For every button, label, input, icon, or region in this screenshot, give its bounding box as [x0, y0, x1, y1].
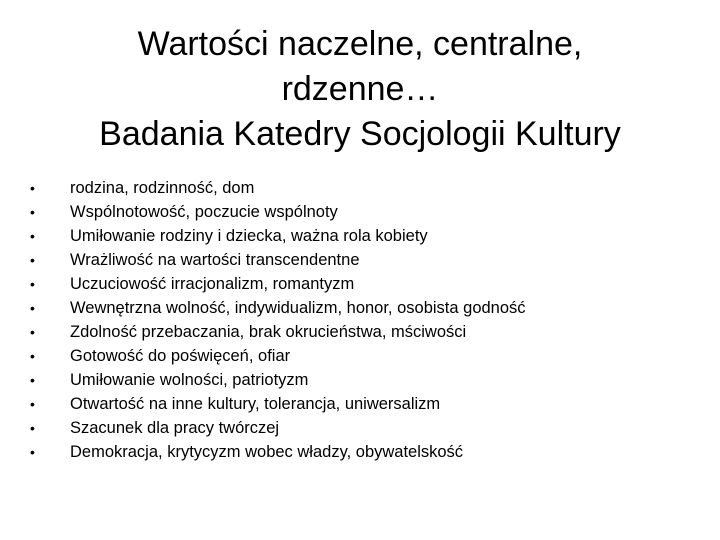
list-item [30, 296, 700, 320]
list-item [30, 320, 700, 344]
title-line-2: rdzenne… [281, 70, 439, 108]
list-item-text: Umiłowanie wolności, patriotyzm [70, 371, 309, 389]
list-item-text: Wspólnotowość, poczucie wspólnoty [70, 203, 338, 221]
list-item-text: Umiłowanie rodziny i dziecka, ważna rola kobiety [70, 227, 428, 245]
list-item [30, 440, 700, 464]
list-item-text: Otwartość na inne kultury, tolerancja, uniwersalizm [70, 395, 441, 413]
list-item [30, 272, 700, 296]
slide-title [36, 22, 684, 157]
list-item-text: rodzina, rodzinność, dom [70, 179, 255, 197]
list-item-text: Zdolność przebaczania, brak okrucieństwa, mściwości [70, 323, 467, 341]
bullet-list [30, 176, 700, 464]
bullet-icon: • [30, 420, 35, 436]
list-item-text: Szacunek dla pracy twórczej [70, 419, 280, 437]
bullet-icon: • [30, 204, 35, 220]
list-item-text: Gotowość do poświęceń, ofiar [70, 347, 291, 365]
title-line-1: Wartości naczelne, centralne, [137, 25, 583, 63]
bullet-icon: • [30, 324, 35, 340]
list-item-text: Demokracja, krytycyzm wobec władzy, obywatelskość [70, 443, 464, 461]
list-item [30, 392, 700, 416]
bullet-icon: • [30, 300, 35, 316]
bullet-icon: • [30, 180, 35, 196]
list-item [30, 200, 700, 224]
list-item-text: Wrażliwość na wartości transcendentne [70, 251, 360, 269]
list-item-text: Uczuciowość irracjonalizm, romantyzm [70, 275, 355, 293]
bullet-icon: • [30, 348, 35, 364]
list-item [30, 368, 700, 392]
title-line-3: Badania Katedry Socjologii Kultury [99, 115, 621, 153]
bullet-icon: • [30, 252, 35, 268]
bullet-icon: • [30, 228, 35, 244]
list-item [30, 176, 700, 200]
bullet-icon: • [30, 444, 35, 460]
list-item-text: Wewnętrzna wolność, indywidualizm, honor, osobista godność [70, 299, 526, 317]
list-item [30, 344, 700, 368]
list-item [30, 248, 700, 272]
list-item [30, 224, 700, 248]
list-item [30, 416, 700, 440]
bullet-icon: • [30, 396, 35, 412]
bullet-icon: • [30, 276, 35, 292]
bullet-icon: • [30, 372, 35, 388]
